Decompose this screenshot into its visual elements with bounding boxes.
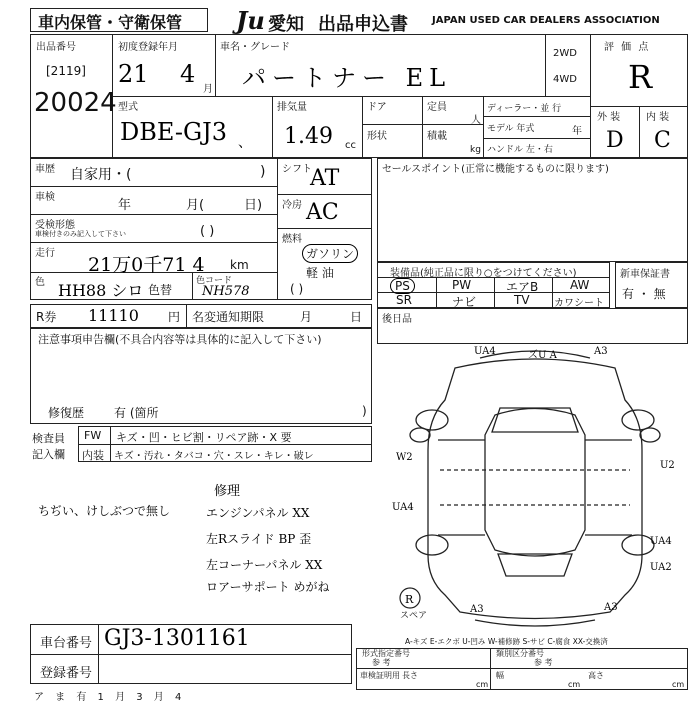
rating-value: R: [628, 58, 653, 96]
receive-parens: ( ): [200, 224, 215, 239]
diagram-mark: W2: [396, 452, 413, 463]
inspector-label-1: 検査員: [32, 432, 65, 445]
receive-label: 受検形態: [35, 220, 75, 231]
capacity-unit: 人: [471, 115, 481, 126]
diagram-mark: UA4: [650, 536, 672, 547]
registration-label: 初度登録年月: [118, 42, 178, 53]
repair-close: ): [362, 404, 367, 418]
equip-airbag: エアB: [506, 280, 539, 294]
guarantee-options: 有 ・ 無: [622, 287, 666, 301]
class-number-label: 類別区分番号: [496, 649, 544, 658]
history-label: 車歴: [35, 164, 55, 175]
lot-number: 20024: [34, 88, 117, 118]
spec-number-label: 形式指定番号: [362, 649, 410, 658]
inspector-int-label: 内装: [82, 449, 104, 462]
equipment-label: 装備品(純正品に限り○をつけてください): [390, 268, 577, 279]
inspection-label: 車検: [35, 192, 55, 203]
length-unit: cm: [476, 680, 489, 689]
color-replace: 色替: [148, 283, 173, 297]
chassis-label: 車台番号: [40, 636, 93, 651]
diagram-mark: A3: [594, 346, 608, 357]
length-label: 長さ: [402, 671, 418, 680]
history-value: 自家用・(: [70, 167, 132, 183]
diagram-mark: U2: [660, 460, 675, 471]
inspection-day: 日): [244, 198, 263, 213]
color-code-label: 色コード: [196, 276, 233, 286]
type-tail: 、: [238, 135, 252, 151]
spec-ref-label: 参 考: [372, 658, 391, 667]
recycle-label: R券: [36, 310, 57, 324]
model-year-label: モデル 年式: [487, 124, 535, 134]
dealer-label: ディーラー・並 行: [487, 104, 562, 114]
notice-day: 日: [350, 310, 363, 324]
note-line: ちぢい、けしぶつで無し: [38, 504, 171, 518]
form-title: 出品申込書: [318, 14, 408, 35]
equip-pw: PW: [452, 278, 472, 292]
note-line: エンジンパネル XX: [206, 506, 310, 520]
displacement-value: 1.49: [284, 124, 333, 149]
notice-month: 月: [300, 310, 313, 324]
load-unit: kg: [470, 145, 481, 155]
fuel-label: 燃料: [282, 234, 302, 245]
inspector-ext-label: FW: [84, 429, 102, 442]
color-label: 色: [35, 277, 45, 288]
equip-leather-seat: カワシート: [554, 298, 604, 309]
recycle-unit: 円: [168, 310, 181, 324]
spare-label: スペア: [400, 611, 428, 621]
bottom-strip: ア ま 有 1 月 3 月 4: [34, 692, 186, 703]
type-value: DBE-GJ3: [120, 118, 228, 146]
inspection-year: 年: [118, 198, 132, 213]
repair-value: 有 (箇所: [114, 406, 159, 420]
equip-tv: TV: [514, 293, 530, 307]
width-label: 幅: [496, 671, 504, 680]
diagram-mark: UA4: [474, 346, 496, 357]
shift-label: シフト: [282, 164, 312, 175]
diagram-mark: ズU A: [528, 350, 557, 361]
damage-legend: A-キズ E-エクボ U-凹み W-補修跡 S-サビ C-腐食 XX-交換済: [405, 637, 608, 646]
notes-label: 注意事項申告欄(不具合内容等は具体的に記入して下さい): [38, 333, 322, 346]
equip-navi: ナビ: [452, 295, 477, 309]
repair-label: 修復歴: [48, 406, 85, 420]
type-label: 型式: [118, 102, 138, 113]
inspector-label-2: 記入欄: [32, 448, 65, 461]
history-close: ): [260, 164, 266, 180]
association-name: JAPAN USED CAR DEALERS ASSOCIATION: [432, 15, 660, 26]
class-ref-label: 参 考: [534, 658, 553, 667]
diagram-mark: R: [405, 593, 414, 606]
recycle-value: 11110: [88, 306, 139, 325]
diagram-mark: UA4: [392, 502, 414, 513]
note-line: ロアーサポート めがね: [206, 580, 330, 594]
color-value: HH88 シロ: [58, 281, 144, 300]
storage-badge-text: 車内保管・守衛保管: [38, 13, 183, 32]
shift-value: AT: [310, 166, 340, 191]
receive-note: 車検付きのみ記入して下さい: [35, 230, 126, 238]
registration-month-unit: 月: [203, 84, 213, 95]
exterior-rating: D: [606, 128, 624, 153]
aircon-label: 冷房: [282, 200, 302, 211]
note-line: 左コーナーパネル XX: [206, 558, 323, 572]
handle-label: ハンドル 左・右: [487, 145, 553, 155]
interior-rating: C: [654, 128, 671, 153]
post-item-label: 後日品: [382, 314, 412, 325]
door-label: ドア: [367, 102, 387, 113]
model-label: 車名・グレード: [220, 42, 290, 53]
car-diagram: [380, 340, 690, 630]
equip-sr: SR: [396, 293, 412, 307]
diagram-mark: A3: [470, 604, 484, 615]
mileage-label: 走行: [35, 248, 55, 259]
mileage-value: 21万0千71 4: [88, 254, 205, 276]
diagram-mark: UA2: [650, 562, 672, 573]
sales-point-label: セールスポイント(正常に機能するものに限ります): [382, 164, 609, 175]
model-year-unit: 年: [572, 126, 582, 137]
drive-4wd: 4WD: [553, 74, 577, 85]
inspector-int-items: キズ・汚れ・タバコ・穴・スレ・キレ・破レ: [114, 451, 314, 462]
guarantee-label: 新車保証書: [620, 269, 670, 280]
notice-label: 名変通知期限: [192, 310, 265, 324]
brand-name: 愛知: [268, 14, 304, 35]
height-unit: cm: [672, 680, 685, 689]
equip-ps: PS: [390, 278, 415, 294]
registration-number-label: 登録番号: [40, 666, 93, 681]
exterior-label: 外 装: [597, 112, 621, 123]
interior-label: 内 装: [646, 112, 670, 123]
model-value: パートナー EL: [242, 64, 452, 92]
cert-label: 車検証明用: [360, 671, 400, 680]
height-label: 高さ: [588, 671, 604, 680]
note-line: 左Rスライド BP 歪: [206, 532, 312, 546]
chassis-number: GJ3-1301161: [104, 626, 250, 651]
fuel-diesel: 軽 油: [306, 266, 334, 280]
width-unit: cm: [568, 680, 581, 689]
shape-label: 形状: [367, 131, 387, 142]
rating-label: 評 価 点: [604, 42, 651, 53]
aircon-value: AC: [306, 200, 339, 225]
registration-month: 4: [180, 60, 196, 88]
drive-2wd: 2WD: [553, 48, 577, 59]
inspection-month: 月(: [186, 198, 205, 213]
color-code: NH578: [202, 284, 250, 299]
inspector-ext-items: キズ・凹・ヒビ割・リペア跡・X 要: [116, 431, 292, 444]
ju-logo-mark: Ju: [236, 6, 265, 35]
lot-label: 出品番号: [36, 42, 76, 53]
registration-year: 21: [118, 60, 149, 88]
equip-aw: AW: [570, 278, 590, 292]
displacement-label: 排気量: [277, 102, 307, 113]
note-line: 修理: [214, 484, 241, 499]
post-item-box: [377, 308, 688, 344]
mileage-unit: km: [230, 258, 249, 272]
lot-bracket: [2119]: [46, 64, 86, 78]
load-label: 積載: [427, 131, 447, 142]
fuel-gasoline: ガソリン: [302, 244, 358, 263]
capacity-label: 定員: [427, 102, 447, 113]
fuel-parens: ( ): [290, 282, 304, 296]
diagram-mark: A3: [604, 602, 618, 613]
displacement-unit: cc: [345, 140, 356, 151]
